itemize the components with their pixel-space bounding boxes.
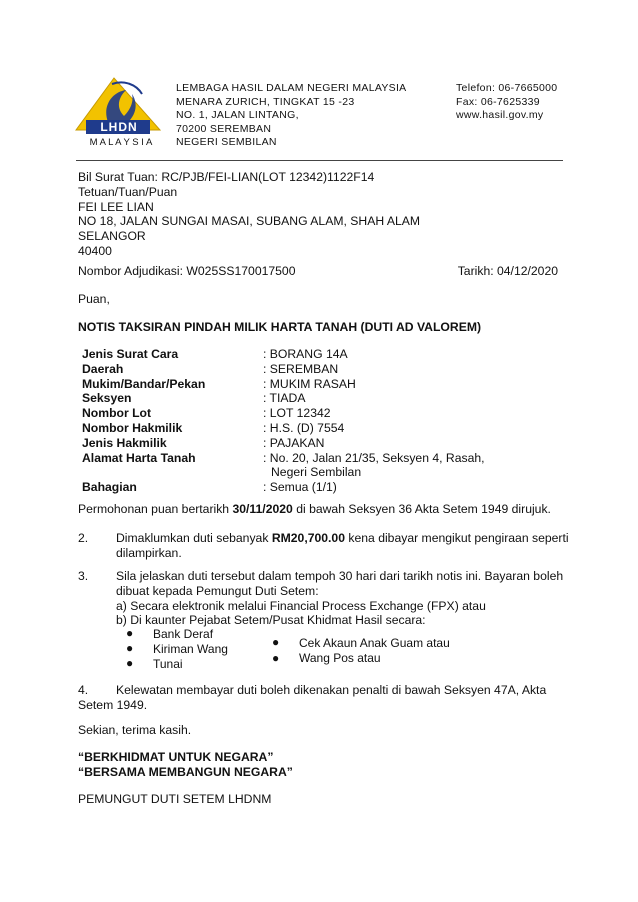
paragraph-3-number: 3. [78, 569, 89, 583]
para4-line1: Kelewatan membayar duti boleh dikenakan penalti di bawah Seksyen 47A, Akta [116, 683, 547, 697]
application-date: 30/11/2020 [232, 502, 293, 516]
recipient-salutation: Tetuan/Tuan/Puan [78, 184, 178, 199]
detail-label: Jenis Hakmilik [82, 435, 167, 450]
para3-line2: dibuat kepada Pemungut Duti Setem: [116, 583, 319, 598]
address-line: 70200 SEREMBAN [176, 122, 272, 135]
paragraph-3 [116, 569, 563, 628]
adjudication-number: Nombor Adjudikasi: W025SS170017500 [78, 264, 296, 278]
address-line: NO. 1, JALAN LINTANG, [176, 109, 299, 122]
bullet-icon: ● [272, 651, 280, 665]
detail-value: : TIADA [263, 391, 306, 406]
payment-method-item [126, 626, 214, 641]
website-link[interactable]: www.hasil.gov.my [456, 109, 544, 122]
para3-line1: Sila jelaskan duti tersebut dalam tempoh 30 hari dari tarikh notis ini. Bayaran boleh [116, 569, 564, 583]
detail-value: : LOT 12342 [263, 406, 331, 421]
payment-method-label: Kiriman Wang [153, 642, 228, 656]
logo-text: LHDN [100, 120, 138, 134]
closing: Sekian, terima kasih. [78, 723, 192, 737]
agency-contact [456, 82, 557, 123]
address-line: MENARA ZURICH, TINGKAT 15 -23 [176, 95, 355, 108]
address-line: NEGERI SEMBILAN [176, 136, 277, 149]
detail-label: Nombor Lot [82, 406, 152, 421]
detail-label: Alamat Harta Tanah [82, 450, 196, 465]
detail-value-continued: Negeri Sembilan [271, 465, 362, 480]
detail-label: Seksyen [82, 391, 132, 406]
para1-text: Permohonan puan bertarikh [78, 502, 233, 516]
paragraph-4-number: 4. [78, 683, 89, 697]
letter-date: Tarikh: 04/12/2020 [457, 264, 558, 278]
payment-method-item [272, 635, 450, 650]
reference-line: Bil Surat Tuan: RC/PJB/FEI-LIAN(LOT 12342)1122F14 [78, 170, 375, 184]
para1-text-end: di bawah Seksyen 36 Akta Setem 1949 dirujuk. [292, 502, 551, 516]
para2-line2: dilampirkan. [116, 545, 182, 560]
bullet-icon: ● [126, 626, 134, 640]
paragraph-2 [116, 531, 569, 561]
detail-value: : BORANG 14A [263, 347, 348, 361]
detail-label: Daerah [82, 361, 124, 376]
payment-method-item [272, 651, 381, 665]
detail-value: : SEREMBAN [263, 361, 339, 376]
bullet-icon: ● [126, 641, 134, 655]
detail-value: : H.S. (D) 7554 [263, 420, 345, 435]
notice-title: NOTIS TAKSIRAN PINDAH MILIK HARTA TANAH (DUTI AD VALOREM) [78, 320, 482, 334]
para2-text: Dimaklumkan duti sebanyak [116, 531, 272, 545]
logo-country: M A L A Y S I A [89, 137, 153, 148]
greeting: Puan, [78, 292, 110, 306]
para2-text-end: kena dibayar mengikut pengiraan seperti [345, 531, 569, 545]
detail-label: Bahagian [82, 480, 137, 495]
details-values [263, 347, 485, 495]
recipient-address: NO 18, JALAN SUNGAI MASAI, SUBANG ALAM, SHAH ALAM [78, 214, 421, 229]
payment-method-label: Tunai [153, 657, 183, 671]
paragraph-2-number: 2. [78, 531, 89, 545]
payment-method-label: Cek Akaun Anak Guam atau [299, 636, 450, 650]
signoff: PEMUNGUT DUTI SETEM LHDNM [78, 792, 272, 806]
para3-option-b: b) Di kaunter Pejabat Setem/Pusat Khidmat Hasil secara: [116, 613, 426, 628]
detail-label: Mukim/Bandar/Pekan [82, 376, 206, 391]
recipient-postcode: 40400 [78, 243, 112, 258]
recipient-state: SELANGOR [78, 229, 146, 244]
paragraph-4 [78, 683, 547, 713]
payment-method-item [126, 656, 183, 671]
payment-method-item [126, 641, 228, 656]
paragraph-1 [78, 502, 551, 517]
details-labels [82, 347, 205, 495]
detail-label: Nombor Hakmilik [82, 420, 183, 435]
detail-value: : MUKIM RASAH [263, 376, 356, 391]
phone-line: Telefon: 06-7665000 [456, 82, 558, 94]
bullet-icon: ● [272, 635, 280, 649]
address-line: LEMBAGA HASIL DALAM NEGERI MALAYSIA [176, 82, 407, 94]
agency-address [176, 82, 407, 150]
motto-line: “BERKHIDMAT UNTUK NEGARA” [78, 750, 274, 764]
recipient-block [78, 170, 420, 259]
payment-method-label: Wang Pos atau [299, 651, 381, 665]
fax-line: Fax: 06-7625339 [456, 95, 540, 108]
duty-amount: RM20,700.00 [271, 531, 345, 545]
para4-line2: Setem 1949. [78, 697, 148, 712]
recipient-name: FEI LEE LIAN [78, 199, 154, 214]
motto-block [78, 750, 293, 780]
payment-method-label: Bank Deraf [153, 627, 214, 641]
lhdn-logo [68, 72, 168, 152]
detail-label: Jenis Surat Cara [82, 347, 179, 361]
detail-value: : Semua (1/1) [263, 480, 337, 495]
para3-option-a: a) Secara elektronik melalui Financial Process Exchange (FPX) atau [116, 598, 486, 613]
detail-value: : No. 20, Jalan 21/35, Seksyen 4, Rasah, [263, 450, 485, 465]
motto-line: “BERSAMA MEMBANGUN NEGARA” [78, 764, 293, 779]
bullet-icon: ● [126, 656, 134, 670]
header-divider [76, 160, 563, 161]
detail-value: : PAJAKAN [263, 435, 325, 450]
